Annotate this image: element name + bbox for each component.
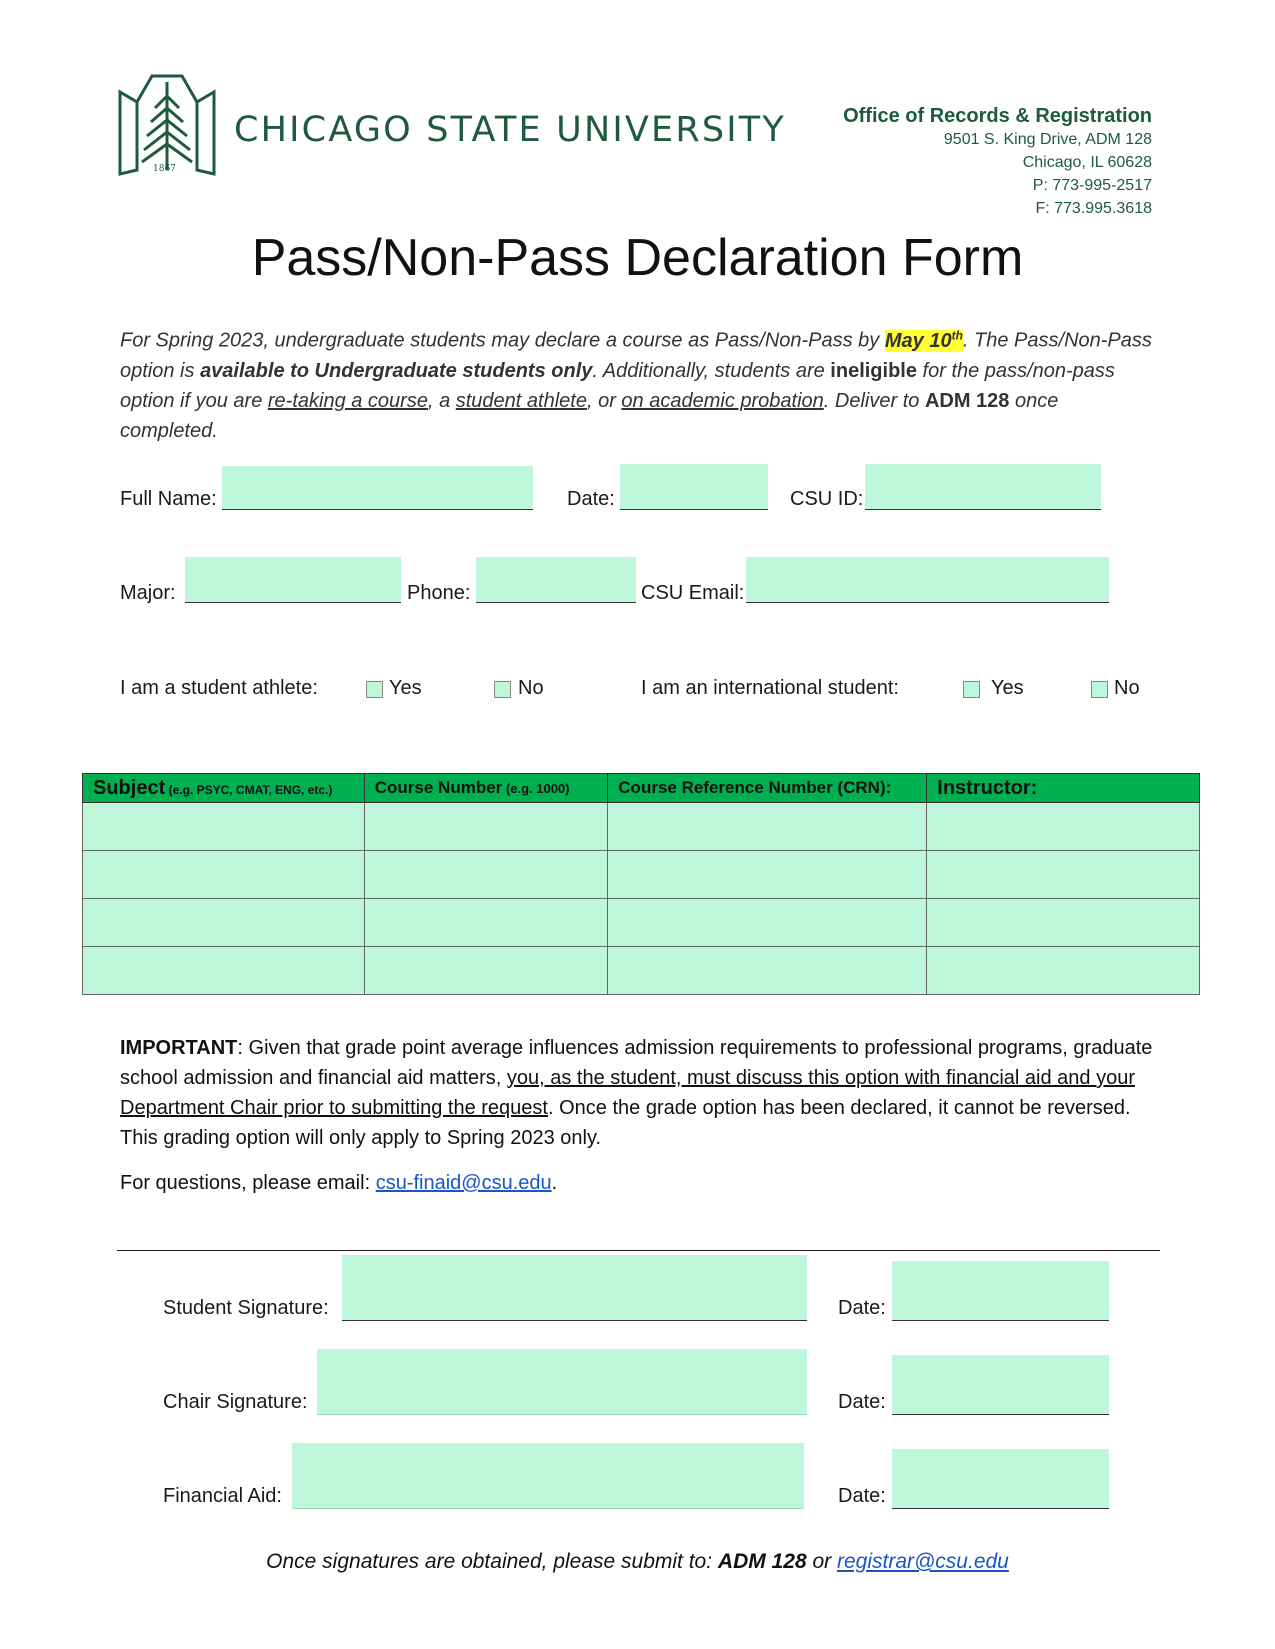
- deadline-sup: th: [951, 328, 963, 342]
- intro-text: , or: [586, 389, 622, 412]
- address-line2: Chicago, IL 60628: [1022, 154, 1152, 171]
- crn-cell[interactable]: [608, 899, 927, 947]
- csu-id-input[interactable]: [865, 464, 1101, 510]
- intro-bold: available to Undergraduate students only: [200, 359, 593, 382]
- international-no-checkbox[interactable]: [1091, 681, 1108, 698]
- divider: [117, 1250, 1160, 1251]
- questions-text: For questions, please email:: [120, 1172, 376, 1194]
- intro-text: . Deliver to: [823, 389, 925, 412]
- finaid-signature-underline: [292, 1508, 804, 1509]
- course-number-cell[interactable]: [364, 851, 608, 899]
- phone-underline: [476, 602, 636, 603]
- crn-header: Course Reference Number (CRN):: [608, 774, 927, 803]
- important-text: : Given that grade point average influences admission requirements to professional programs, graduate school admission and financial aid matters,: [120, 1037, 1153, 1089]
- intro-text: . Additionally, students are: [592, 359, 831, 382]
- intro-underline: student athlete: [455, 389, 587, 412]
- intro-text: . The Pass/Non-Pass option is: [120, 329, 1152, 382]
- major-input[interactable]: [185, 557, 401, 603]
- instructor-cell[interactable]: [927, 803, 1200, 851]
- student-date-underline: [892, 1320, 1109, 1321]
- student-date-label: Date:: [838, 1297, 886, 1319]
- table-row: [83, 851, 1200, 899]
- date-input[interactable]: [620, 464, 768, 510]
- table-row: [83, 803, 1200, 851]
- instructor-cell[interactable]: [927, 851, 1200, 899]
- important-text: . Once the grade option has been declared, it cannot be reversed. This grading option will only apply to Spring 2023 only.: [120, 1097, 1131, 1149]
- deadline-highlight: [885, 330, 963, 352]
- intro-text: , a: [427, 389, 456, 412]
- international-yes-label: Yes: [991, 677, 1024, 699]
- crn-cell[interactable]: [608, 851, 927, 899]
- subject-cell[interactable]: [83, 851, 365, 899]
- office-block: [843, 105, 1152, 220]
- footer-bold: ADM 128: [717, 1550, 807, 1573]
- subject-cell[interactable]: [83, 899, 365, 947]
- full-name-input[interactable]: [222, 466, 533, 510]
- intro-paragraph: [120, 320, 1160, 446]
- course-table: [82, 773, 1200, 995]
- full-name-underline: [222, 509, 533, 510]
- intro-underline: re-taking a course: [267, 389, 428, 412]
- table-row: [83, 947, 1200, 995]
- crn-cell[interactable]: [608, 803, 927, 851]
- full-name-label: Full Name:: [120, 488, 217, 510]
- csu-email-label: CSU Email:: [641, 582, 745, 604]
- footer-note: [0, 1550, 1275, 1574]
- chair-date-underline: [892, 1414, 1109, 1415]
- subject-cell[interactable]: [83, 803, 365, 851]
- date-label: Date:: [567, 488, 615, 510]
- chair-date-input[interactable]: [892, 1355, 1109, 1415]
- table-header-row: [83, 774, 1200, 803]
- athlete-yes-checkbox[interactable]: [366, 681, 383, 698]
- questions-line: [120, 1172, 557, 1195]
- subject-cell[interactable]: [83, 947, 365, 995]
- csu-id-label: CSU ID:: [790, 488, 864, 510]
- intro-text: once completed.: [120, 389, 1059, 442]
- crn-cell[interactable]: [608, 947, 927, 995]
- finaid-date-underline: [892, 1508, 1109, 1509]
- important-lead: IMPORTANT: [120, 1037, 238, 1059]
- phone-input[interactable]: [476, 557, 636, 603]
- international-yes-checkbox[interactable]: [963, 681, 980, 698]
- footer-or: or: [806, 1550, 837, 1573]
- chair-signature-label: Chair Signature:: [163, 1391, 308, 1413]
- student-date-input[interactable]: [892, 1261, 1109, 1321]
- important-paragraph: [120, 1033, 1160, 1153]
- phone-label: Phone:: [407, 582, 471, 604]
- subject-header-text: Subject: [93, 776, 166, 799]
- table-row: [83, 899, 1200, 947]
- intro-underline: on academic probation: [621, 389, 824, 412]
- office-fax: F: 773.995.3618: [1035, 200, 1152, 217]
- student-signature-input[interactable]: [342, 1255, 807, 1321]
- finaid-email-link[interactable]: csu-finaid@csu.edu: [375, 1172, 552, 1194]
- subject-header: [83, 774, 365, 803]
- brand-name: CHICAGO STATE UNIVERSITY: [234, 110, 786, 150]
- office-phone: P: 773-995-2517: [1032, 177, 1152, 194]
- athlete-label: I am a student athlete:: [120, 677, 318, 699]
- course-number-cell[interactable]: [364, 803, 608, 851]
- student-signature-label: Student Signature:: [163, 1297, 329, 1319]
- athlete-no-checkbox[interactable]: [494, 681, 511, 698]
- chair-signature-input[interactable]: [317, 1349, 807, 1415]
- instructor-cell[interactable]: [927, 899, 1200, 947]
- finaid-signature-input[interactable]: [292, 1443, 804, 1509]
- address-line1: 9501 S. King Drive, ADM 128: [943, 131, 1152, 148]
- logo-year: 1867: [153, 164, 176, 174]
- international-label: I am an international student:: [641, 677, 899, 699]
- finaid-date-label: Date:: [838, 1485, 886, 1507]
- csu-id-underline: [865, 509, 1101, 510]
- course-number-header-hint: (e.g. 1000): [502, 781, 570, 796]
- subject-header-hint: (e.g. PSYC, CMAT, ENG, etc.): [165, 782, 333, 797]
- csu-email-underline: [746, 602, 1109, 603]
- course-number-header-text: Course Number: [374, 778, 503, 797]
- important-underline: you, as the student, must discuss this option with financial aid and your Department Chair prior to submitting the request: [120, 1067, 1135, 1119]
- university-logo: [117, 74, 217, 178]
- intro-bold: ineligible: [830, 359, 917, 382]
- date-underline: [620, 509, 768, 510]
- intro-text: For Spring 2023, undergraduate students may declare a course as Pass/Non-Pass by: [120, 329, 885, 352]
- major-label: Major:: [120, 582, 176, 604]
- major-underline: [185, 602, 401, 603]
- course-number-cell[interactable]: [364, 947, 608, 995]
- intro-bold: ADM 128: [924, 389, 1010, 412]
- office-title: Office of Records & Registration: [843, 105, 1152, 127]
- registrar-email-link[interactable]: registrar@csu.edu: [836, 1550, 1009, 1573]
- deadline-text: May 10: [884, 329, 952, 352]
- finaid-signature-label: Financial Aid:: [163, 1485, 282, 1507]
- course-number-cell[interactable]: [364, 899, 608, 947]
- intro-text: for the pass/non-pass option if you are: [120, 359, 1115, 412]
- footer-text: Once signatures are obtained, please submit to:: [266, 1550, 718, 1573]
- csu-email-input[interactable]: [746, 557, 1109, 603]
- athlete-yes-label: Yes: [389, 677, 422, 699]
- athlete-no-label: No: [518, 677, 544, 699]
- pine-tree-icon: [117, 74, 217, 178]
- student-signature-underline: [342, 1320, 807, 1321]
- instructor-cell[interactable]: [927, 947, 1200, 995]
- chair-signature-underline: [317, 1414, 807, 1415]
- page-title: Pass/Non-Pass Declaration Form: [251, 229, 1024, 287]
- instructor-header: Instructor:: [927, 774, 1200, 803]
- chair-date-label: Date:: [838, 1391, 886, 1413]
- international-no-label: No: [1114, 677, 1140, 699]
- questions-end: .: [551, 1172, 558, 1194]
- finaid-date-input[interactable]: [892, 1449, 1109, 1509]
- course-number-header: [364, 774, 608, 803]
